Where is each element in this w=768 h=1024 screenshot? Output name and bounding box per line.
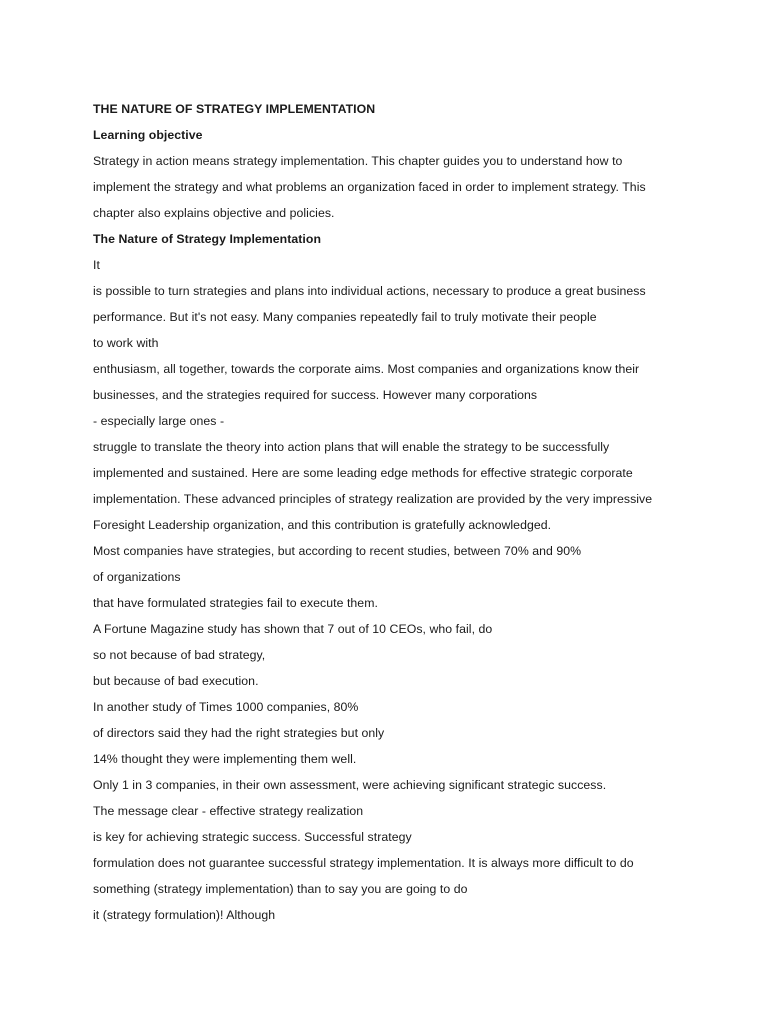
body-line: The message clear - effective strategy realization	[93, 804, 364, 818]
document-title: THE NATURE OF STRATEGY IMPLEMENTATION	[93, 102, 376, 116]
body-line: A Fortune Magazine study has shown that 7 out of 10 CEOs, who fail, do	[93, 622, 493, 636]
document-page	[93, 96, 733, 928]
body-text	[93, 252, 733, 928]
intro-line: Strategy in action means strategy implementation. This chapter guides you to understand how to	[93, 154, 623, 168]
body-line: of directors said they had the right strategies but only	[93, 726, 385, 740]
body-line: businesses, and the strategies required for success. However many corporations	[93, 388, 538, 402]
body-line: implementation. These advanced principles of strategy realization are provided by the very impressive	[93, 492, 653, 506]
body-line: struggle to translate the theory into action plans that will enable the strategy to be successfully	[93, 440, 610, 454]
body-line: is key for achieving strategic success. Successful strategy	[93, 830, 412, 844]
body-line: - especially large ones -	[93, 414, 225, 428]
section-heading: The Nature of Strategy Implementation	[93, 232, 322, 246]
intro-line: implement the strategy and what problems an organization faced in order to implement strategy. This	[93, 180, 646, 194]
intro-line: chapter also explains objective and policies.	[93, 206, 335, 220]
intro-paragraph	[93, 148, 733, 226]
body-line: but because of bad execution.	[93, 674, 259, 688]
body-line: to work with	[93, 336, 159, 350]
body-line: formulation does not guarantee successful strategy implementation. It is always more difficult to do	[93, 856, 634, 870]
body-line: Foresight Leadership organization, and this contribution is gratefully acknowledged.	[93, 518, 552, 532]
body-line: so not because of bad strategy,	[93, 648, 266, 662]
body-line: Most companies have strategies, but according to recent studies, between 70% and 90%	[93, 544, 582, 558]
body-line: performance. But it's not easy. Many companies repeatedly fail to truly motivate their people	[93, 310, 597, 324]
body-line: enthusiasm, all together, towards the corporate aims. Most companies and organizations know their	[93, 362, 640, 376]
body-line: it (strategy formulation)! Although	[93, 908, 276, 922]
body-line: that have formulated strategies fail to execute them.	[93, 596, 378, 610]
body-line: is possible to turn strategies and plans into individual actions, necessary to produce a great business	[93, 284, 646, 298]
body-line: something (strategy implementation) than to say you are going to do	[93, 882, 468, 896]
body-line: In another study of Times 1000 companies, 80%	[93, 700, 359, 714]
body-line: It	[93, 258, 100, 272]
body-line: implemented and sustained. Here are some leading edge methods for effective strategic corporate	[93, 466, 633, 480]
body-line: 14% thought they were implementing them well.	[93, 752, 357, 766]
body-line: Only 1 in 3 companies, in their own assessment, were achieving significant strategic success.	[93, 778, 607, 792]
body-line: of organizations	[93, 570, 181, 584]
learning-objective-heading: Learning objective	[93, 128, 203, 142]
